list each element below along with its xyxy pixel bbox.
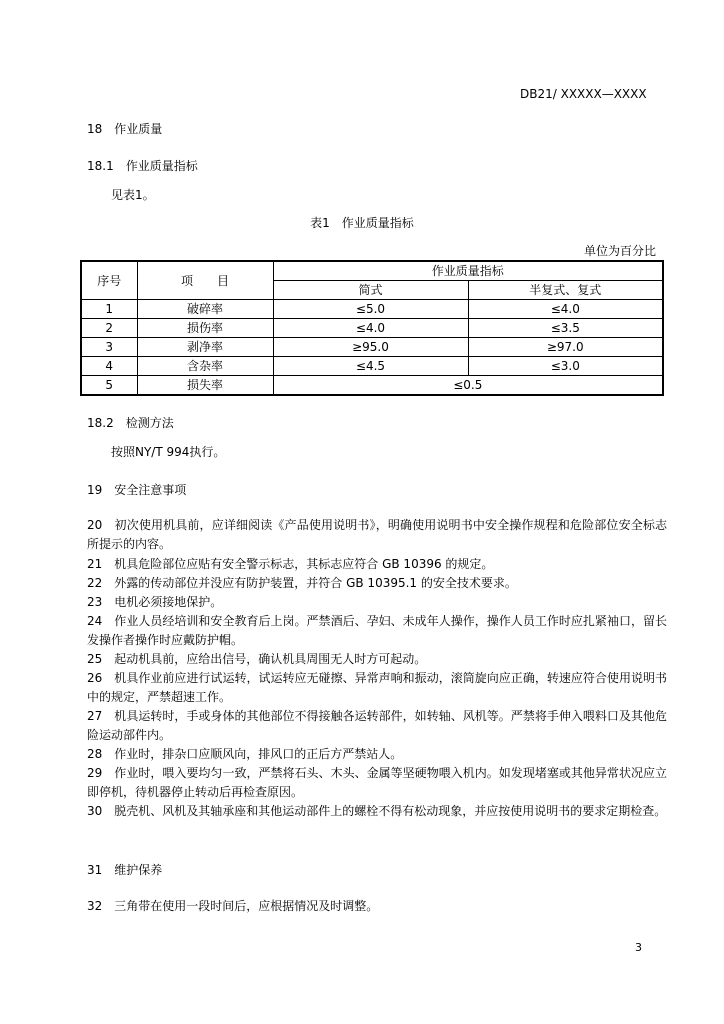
cell-complex: ≥97.0: [468, 338, 663, 357]
cell-merged: ≤0.5: [273, 376, 663, 396]
cell-simple: ≤5.0: [273, 300, 468, 319]
section-18-2-text: 按照NY/T 994执行。: [111, 445, 226, 459]
clause-30: 30 脱壳机、风机及其轴承座和其他运动部件上的螺栓不得有松动现象，并应按使用说明书的要求定期检查。: [87, 804, 667, 818]
clause-28: 28 作业时，排杂口应顺风向，排风口的正后方严禁站人。: [87, 747, 403, 761]
cell-simple: ≤4.0: [273, 319, 468, 338]
table-row: [81, 357, 663, 376]
cell-no: 1: [81, 300, 137, 319]
clause-32: 32 三角带在使用一段时间后，应根据情况及时调整。: [87, 899, 379, 913]
header-cell-group: 作业质量指标: [273, 261, 663, 281]
clause-27: 27 机具运转时，手或身体的其他部位不得接触各运转部件，如转轴、风机等。严禁将手伸入喂料口及其他危险运动部件内。: [87, 709, 667, 742]
section-18-1-heading: 18.1 作业质量指标: [87, 159, 198, 173]
cell-item: 剥净率: [137, 338, 273, 357]
cell-complex: ≤3.0: [468, 357, 663, 376]
cell-simple: ≤4.5: [273, 357, 468, 376]
cell-item: 含杂率: [137, 357, 273, 376]
cell-no: 2: [81, 319, 137, 338]
quality-index-table: [80, 260, 664, 396]
page-number: 3: [635, 941, 642, 954]
header-cell-complex: 半复式、复式: [468, 281, 663, 300]
clause-29: 29 作业时，喂入要均匀一致，严禁将石头、木头、金属等坚硬物喂入机内。如发现堵塞或其他异常状况应立即停机，待机器停止转动后再检查原因。: [87, 766, 667, 799]
cell-simple: ≥95.0: [273, 338, 468, 357]
table-row: [81, 376, 663, 396]
cell-item: 损伤率: [137, 319, 273, 338]
cell-no: 3: [81, 338, 137, 357]
section-18-2-heading: 18.2 检测方法: [87, 416, 174, 430]
section-31-heading: 31 维护保养: [87, 863, 163, 877]
table-caption: 表1 作业质量指标: [310, 216, 414, 230]
header-cell-simple: 简式: [273, 281, 468, 300]
table-header-row: [81, 261, 663, 281]
section-18-1-text: 见表1。: [111, 188, 155, 202]
table-unit: 单位为百分比: [583, 244, 656, 258]
table-row: [81, 300, 663, 319]
table-row: [81, 319, 663, 338]
section-18-heading: 18 作业质量: [87, 122, 163, 136]
header-cell-no: 序号: [81, 261, 137, 300]
section-19-heading: 19 安全注意事项: [87, 483, 187, 497]
clause-22: 22 外露的传动部位并没应有防护装置，并符合 GB 10395.1 的安全技术要求。: [87, 576, 517, 590]
cell-no: 4: [81, 357, 137, 376]
clause-25: 25 起动机具前，应给出信号，确认机具周围无人时方可起动。: [87, 652, 427, 666]
clause-20: 20 初次使用机具前，应详细阅读《产品使用说明书》，明确使用说明书中安全操作规程和危险部位安全标志所提示的内容。: [87, 518, 667, 551]
cell-complex: ≤4.0: [468, 300, 663, 319]
document-code: DB21/ XXXXX—XXXX: [520, 87, 647, 101]
clause-24: 24 作业人员经培训和安全教育后上岗。严禁酒后、孕妇、未成年人操作，操作人员工作时应扎紧袖口，留长发操作者操作时应戴防护帽。: [87, 614, 667, 647]
clause-23: 23 电机必须接地保护。: [87, 595, 223, 609]
table-row: [81, 338, 663, 357]
clause-26: 26 机具作业前应进行试运转，试运转应无碰擦、异常声响和振动，滚筒旋向应正确，转速应符合使用说明书中的规定，严禁超速工作。: [87, 671, 667, 704]
header-cell-item: 项 目: [137, 261, 273, 300]
cell-no: 5: [81, 376, 137, 396]
cell-complex: ≤3.5: [468, 319, 663, 338]
cell-item: 损失率: [137, 376, 273, 396]
clause-21: 21 机具危险部位应贴有安全警示标志，其标志应符合 GB 10396 的规定。: [87, 557, 494, 571]
cell-item: 破碎率: [137, 300, 273, 319]
